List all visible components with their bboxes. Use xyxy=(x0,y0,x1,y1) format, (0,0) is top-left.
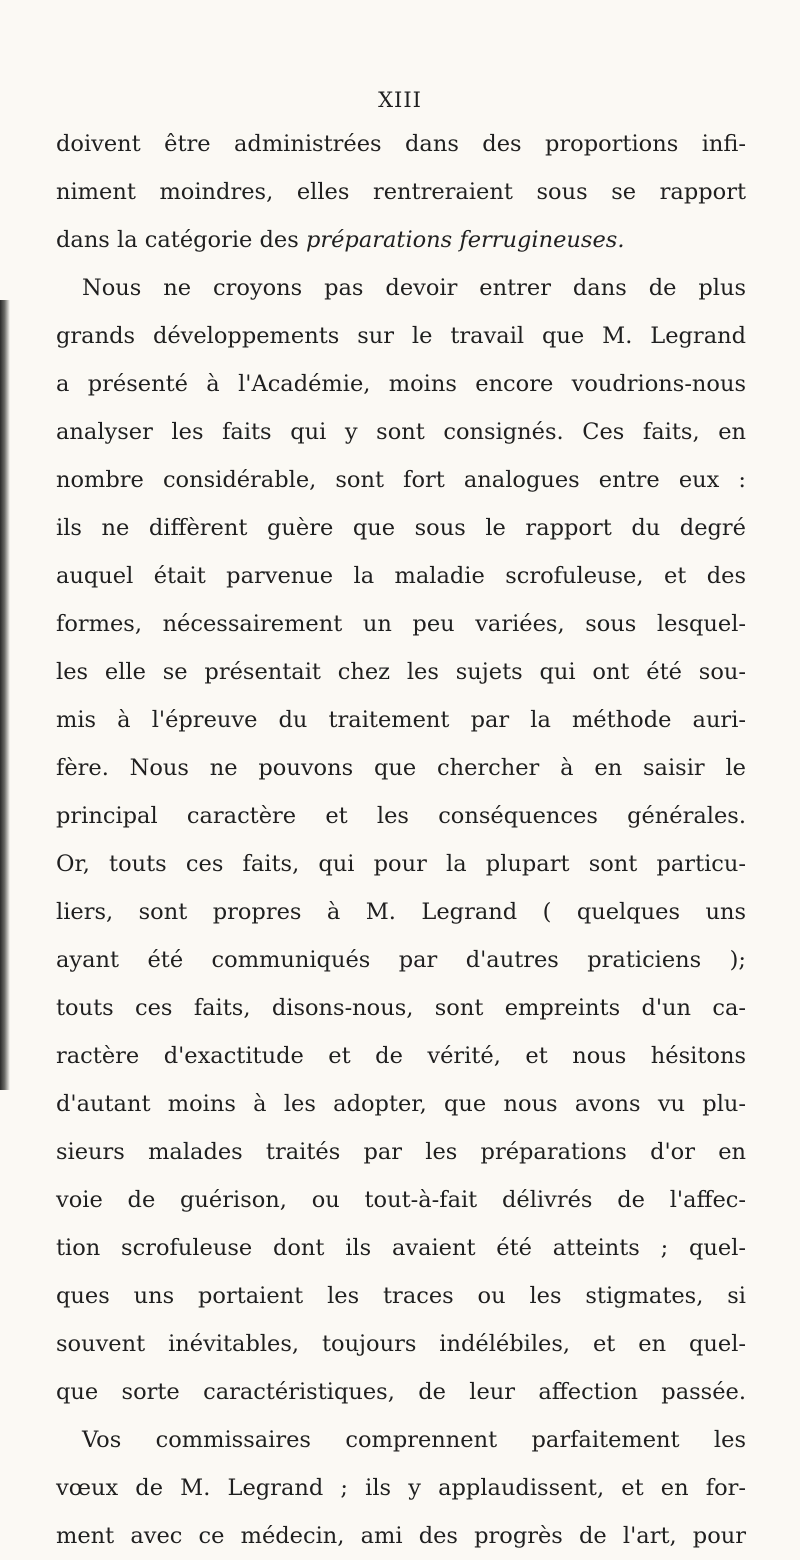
text-line-24: tion scrofuleuse dont ils avaient été atteints ; quel- xyxy=(56,1235,746,1261)
text-line-15: principal caractère et les conséquences générales. xyxy=(56,803,746,829)
text-line-13: mis à l'épreuve du traitement par la méthode auri- xyxy=(56,707,746,733)
text-line-14: fère. Nous ne pouvons que chercher à en saisir le xyxy=(56,755,746,781)
text-line-19: touts ces faits, disons-nous, sont empreints d'un ca- xyxy=(56,995,746,1021)
text-line-20: ractère d'exactitude et de vérité, et nous hésitons xyxy=(56,1043,746,1069)
text-line-10: auquel était parvenue la maladie scrofuleuse, et des xyxy=(56,563,746,589)
text-line-27: que sorte caractéristiques, de leur affection passée. xyxy=(56,1379,746,1405)
text-line-29: vœux de M. Legrand ; ils y applaudissent, et en for- xyxy=(56,1475,746,1501)
text-line-26: souvent inévitables, toujours indélébiles, et en quel- xyxy=(56,1331,746,1357)
text-line-1: doivent être administrées dans des proportions infi- xyxy=(56,131,746,157)
text-line-3-roman: dans la catégorie des xyxy=(56,227,299,253)
text-line-18: ayant été communiqués par d'autres praticiens ); xyxy=(56,947,746,973)
text-line-21: d'autant moins à les adopter, que nous avons vu plu- xyxy=(56,1091,746,1117)
text-line-12: les elle se présentait chez les sujets qui ont été sou- xyxy=(56,659,746,685)
text-line-8: nombre considérable, sont fort analogues entre eux : xyxy=(56,467,746,493)
text-line-7: analyser les faits qui y sont consignés. Ces faits, en xyxy=(56,419,746,445)
text-line-16: Or, touts ces faits, qui pour la plupart sont particu- xyxy=(56,851,746,877)
text-line-25: ques uns portaient les traces ou les stigmates, si xyxy=(56,1283,746,1309)
page-number: XIII xyxy=(378,88,422,112)
text-line-28: Vos commissaires comprennent parfaitement les xyxy=(82,1427,746,1453)
text-line-11: formes, nécessairement un peu variées, sous lesquel- xyxy=(56,611,746,637)
body-text xyxy=(56,120,746,1560)
text-line-6: a présenté à l'Académie, moins encore voudrions-nous xyxy=(56,371,746,397)
text-line-23: voie de guérison, ou tout-à-fait délivrés de l'affec- xyxy=(56,1187,746,1213)
text-line-3-italic: préparations ferrugineuses. xyxy=(305,227,625,253)
text-line-9: ils ne diffèrent guère que sous le rapport du degré xyxy=(56,515,746,541)
text-line-4: Nous ne croyons pas devoir entrer dans de plus xyxy=(82,275,746,301)
text-line-2: niment moindres, elles rentreraient sous se rapport xyxy=(56,179,746,205)
text-line-3 xyxy=(56,216,746,264)
text-line-5: grands développements sur le travail que M. Legrand xyxy=(56,323,746,349)
text-line-22: sieurs malades traités par les préparations d'or en xyxy=(56,1139,746,1165)
text-line-30: ment avec ce médecin, ami des progrès de l'art, pour xyxy=(56,1523,746,1549)
text-line-17: liers, sont propres à M. Legrand ( quelques uns xyxy=(56,899,746,925)
